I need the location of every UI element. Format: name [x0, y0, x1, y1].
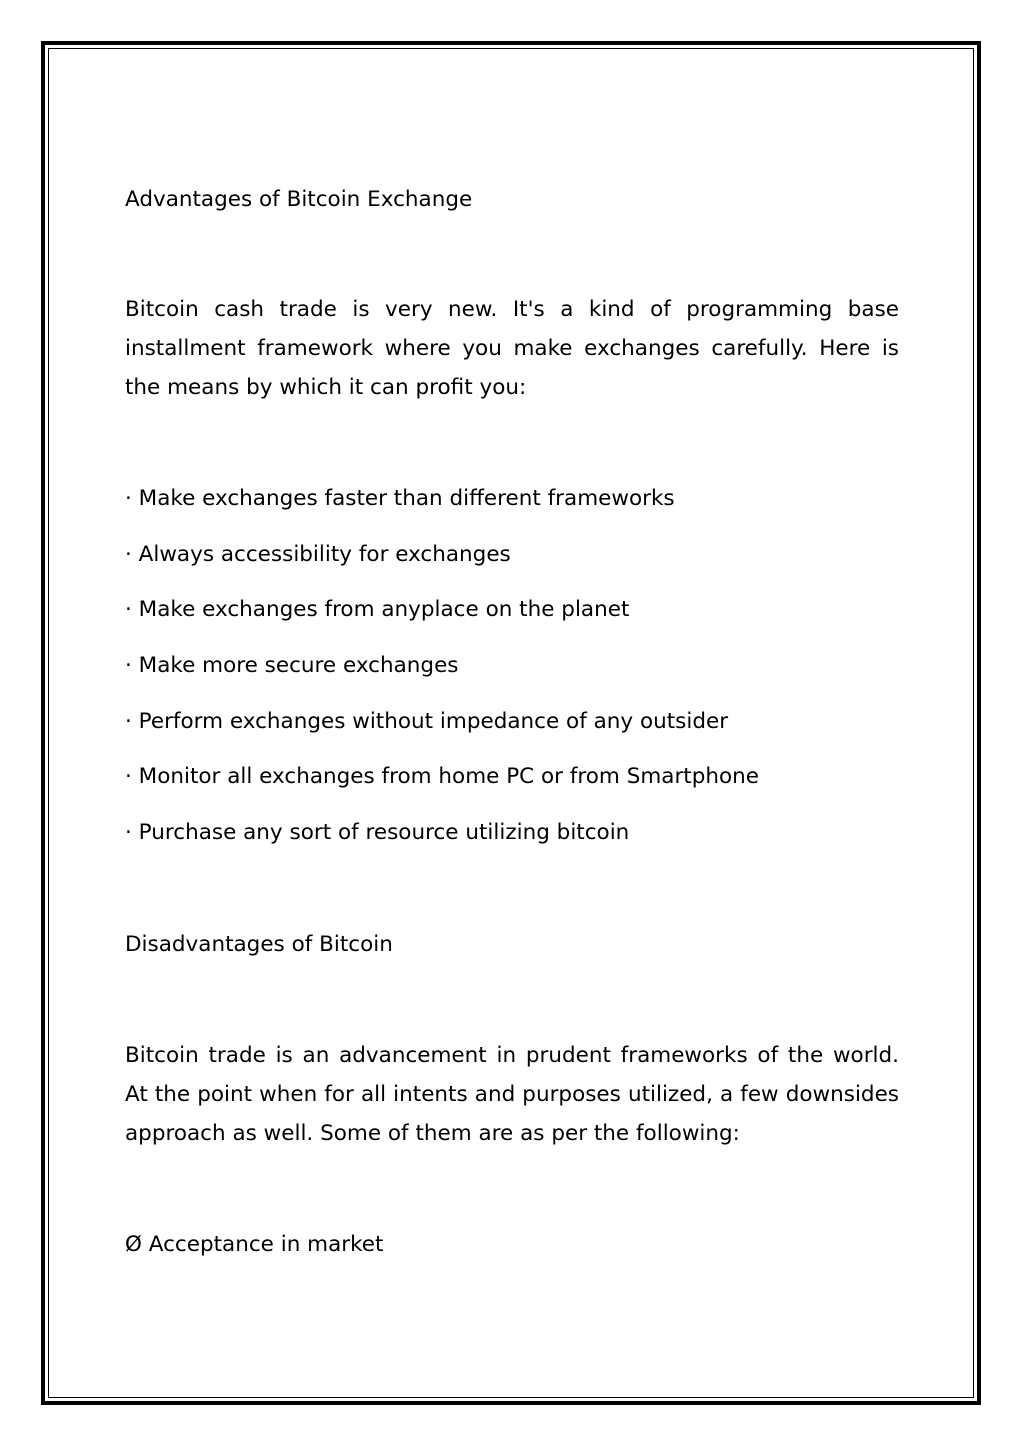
disadvantages-paragraph: Bitcoin trade is an advancement in prudent frameworks of the world. At the point when for all intents and purposes utilized, a few downsides approach as well. Some of them are as per the following: — [125, 1043, 899, 1146]
advantage-item-7: · Purchase any sort of resource utilizing bitcoin — [125, 820, 630, 845]
heading-disadvantages: Disadvantages of Bitcoin — [125, 932, 393, 957]
intro-paragraph: Bitcoin cash trade is very new. It's a kind of programming base installment framework where you make exchanges carefully. Here is the means by which it can profit you: — [125, 297, 899, 400]
advantage-item-6: · Monitor all exchanges from home PC or from Smartphone — [125, 764, 760, 789]
advantage-item-2: · Always accessibility for exchanges — [125, 542, 511, 567]
advantage-item-3: · Make exchanges from anyplace on the planet — [125, 597, 630, 622]
advantage-item-1: · Make exchanges faster than different frameworks — [125, 486, 675, 511]
disadvantage-item-1: Ø Acceptance in market — [125, 1232, 384, 1257]
heading-advantages: Advantages of Bitcoin Exchange — [125, 187, 473, 212]
advantage-item-4: · Make more secure exchanges — [125, 653, 459, 678]
advantage-item-5: · Perform exchanges without impedance of any outsider — [125, 709, 729, 734]
